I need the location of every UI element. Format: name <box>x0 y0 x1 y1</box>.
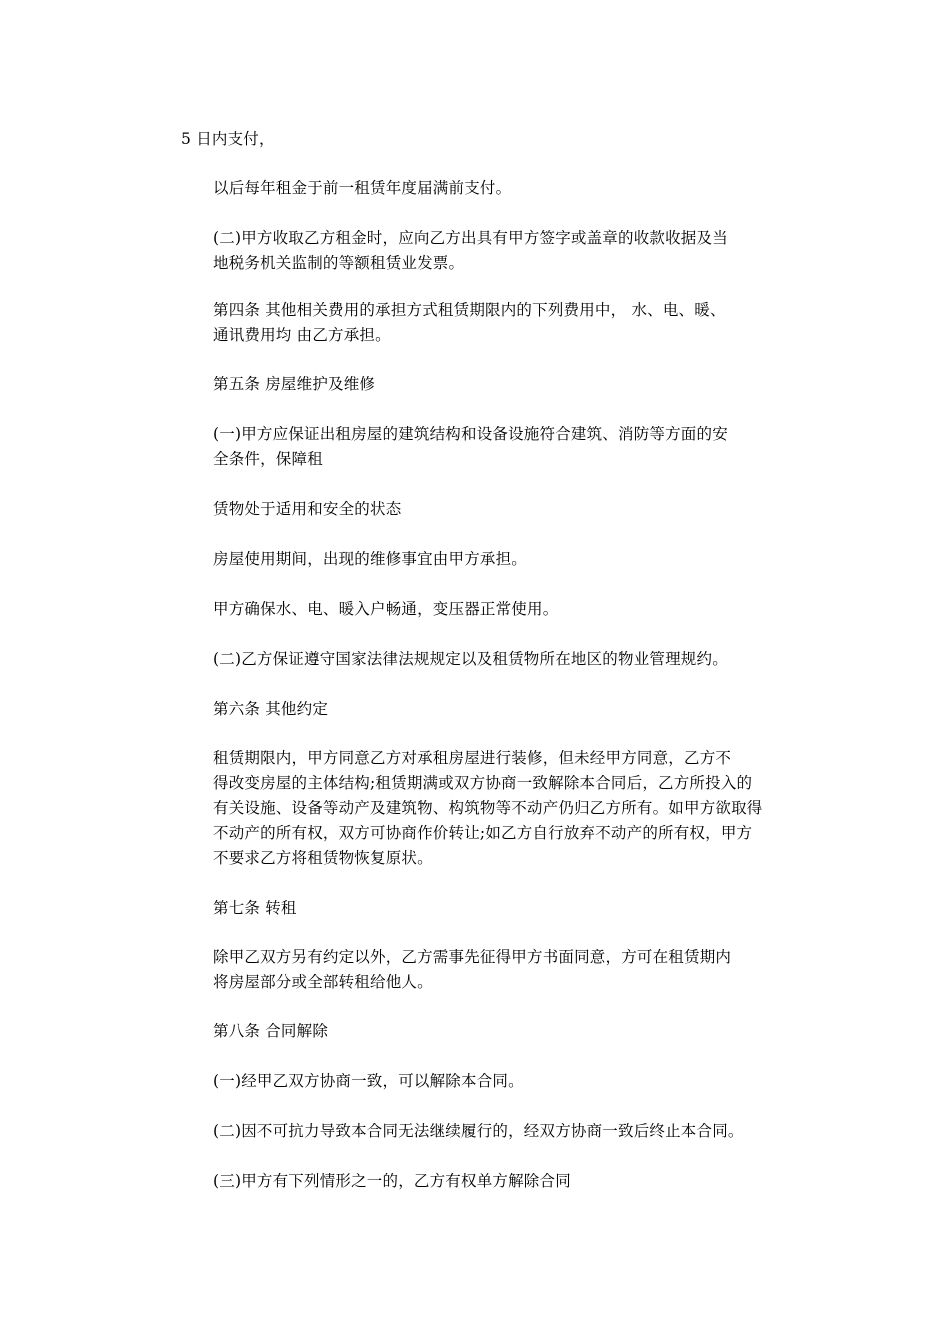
text-line: (三)甲方有下列情形之一的，乙方有权单方解除合同 <box>213 1172 571 1190</box>
paragraph-sublease <box>181 945 775 995</box>
paragraph-compliance <box>181 647 775 672</box>
text-line: 房屋使用期间，出现的维修事宜由甲方承担。 <box>213 550 528 568</box>
paragraph-article-4 <box>181 298 775 348</box>
text-line: 将房屋部分或全部转租给他人。 <box>213 973 433 991</box>
text-line: (一)甲方应保证出租房屋的建筑结构和设备设施符合建筑、消防等方面的安 <box>213 425 728 443</box>
text-line: 赁物处于适用和安全的状态 <box>213 500 402 518</box>
paragraph-renovation <box>181 746 775 871</box>
text-line: 第六条 其他约定 <box>213 700 329 718</box>
text-line: 除甲乙双方另有约定以外，乙方需事先征得甲方书面同意，方可在租赁期内 <box>213 948 732 966</box>
paragraph-condition <box>181 497 775 522</box>
text-line: 以后每年租金于前一租赁年度届满前支付。 <box>213 179 512 197</box>
text-line: (二)因不可抗力导致本合同无法继续履行的，经双方协商一致后终止本合同。 <box>213 1122 744 1140</box>
paragraph-utilities <box>181 597 775 622</box>
text-line: (二)乙方保证遵守国家法律法规规定以及租赁物所在地区的物业管理规约。 <box>213 650 728 668</box>
text-line: 通讯费用均 由乙方承担。 <box>213 326 391 344</box>
heading-article-6 <box>181 697 775 722</box>
paragraph-mutual-termination <box>181 1069 775 1094</box>
text-line: 第四条 其他相关费用的承担方式租赁期限内的下列费用中， 水、电、暖、 <box>213 301 726 319</box>
heading-article-8 <box>181 1019 775 1044</box>
text-line: 不动产的所有权，双方可协商作价转让;如乙方自行放弃不动产的所有权，甲方 <box>213 824 753 842</box>
text-line: 5 日内支付， <box>181 130 275 148</box>
text-line: 有关设施、设备等动产及建筑物、构筑物等不动产仍归乙方所有。如甲方欲取得 <box>213 799 763 817</box>
text-line: (二)甲方收取乙方租金时，应向乙方出具有甲方签字或盖章的收款收据及当 <box>213 229 728 247</box>
text-line: 甲方确保水、电、暖入户畅通，变压器正常使用。 <box>213 600 559 618</box>
text-line: 不要求乙方将租赁物恢复原状。 <box>213 849 433 867</box>
text-line: 第八条 合同解除 <box>213 1022 329 1040</box>
text-line: 得改变房屋的主体结构;租赁期满或双方协商一致解除本合同后，乙方所投入的 <box>213 774 753 792</box>
text-line: 地税务机关监制的等额租赁业发票。 <box>213 254 465 272</box>
paragraph-receipt <box>181 226 775 276</box>
heading-article-7 <box>181 896 775 921</box>
paragraph-force-majeure <box>181 1119 775 1144</box>
heading-article-5 <box>181 372 775 397</box>
text-line: 第五条 房屋维护及维修 <box>213 375 376 393</box>
text-line: 第七条 转租 <box>213 899 297 917</box>
text-line: 租赁期限内，甲方同意乙方对承租房屋进行装修，但未经甲方同意，乙方不 <box>213 749 732 767</box>
text-line: 全条件，保障租 <box>213 450 323 468</box>
paragraph-annual-rent <box>181 176 775 201</box>
paragraph-safety <box>181 422 775 472</box>
paragraph-repairs <box>181 547 775 572</box>
text-line: (一)经甲乙双方协商一致，可以解除本合同。 <box>213 1072 524 1090</box>
paragraph-unilateral-termination <box>181 1169 775 1194</box>
paragraph-payment-term <box>181 127 775 152</box>
